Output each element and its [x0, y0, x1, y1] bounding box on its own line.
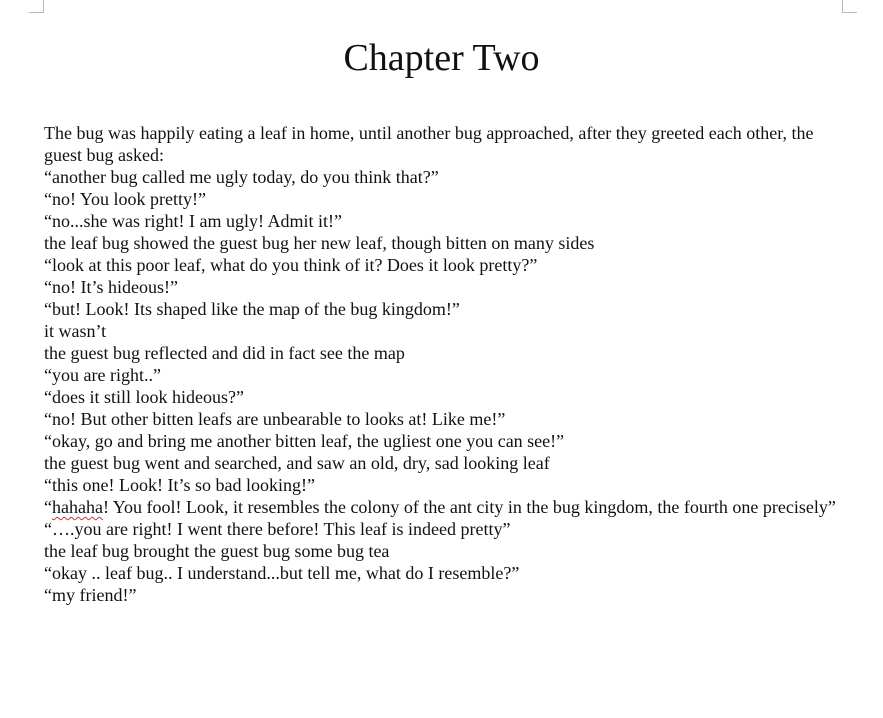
paragraph[interactable]: “another bug called me ugly today, do you think that?”	[44, 167, 439, 187]
opening-quote: “	[44, 497, 52, 517]
paragraph[interactable]: “no! It’s hideous!”	[44, 277, 178, 297]
paragraph-rest: ! You fool! Look, it resembles the colony of the ant city in the bug kingdom, the fourth one precisely”	[102, 497, 836, 517]
paragraph[interactable]: “okay, go and bring me another bitten leaf, the ugliest one you can see!”	[44, 431, 565, 451]
paragraph[interactable]: “no...she was right! I am ugly! Admit it!”	[44, 211, 342, 231]
misspelled-word[interactable]: hahaha	[52, 497, 103, 517]
page-corner-marker-top-left	[29, 0, 44, 13]
body-text[interactable]	[44, 122, 844, 606]
paragraph[interactable]: “look at this poor leaf, what do you think of it? Does it look pretty?”	[44, 255, 538, 275]
paragraph[interactable]: the leaf bug brought the guest bug some bug tea	[44, 541, 390, 561]
paragraph[interactable]: “my friend!”	[44, 585, 137, 605]
paragraph[interactable]: the leaf bug showed the guest bug her new leaf, though bitten on many sides	[44, 233, 595, 253]
chapter-title[interactable]: Chapter Two	[343, 37, 540, 79]
paragraph[interactable]: “okay .. leaf bug.. I understand...but tell me, what do I resemble?”	[44, 563, 520, 583]
paragraph[interactable]: “does it still look hideous?”	[44, 387, 244, 407]
paragraph[interactable]: “no! You look pretty!”	[44, 189, 206, 209]
paragraph[interactable]: the guest bug went and searched, and saw an old, dry, sad looking leaf	[44, 453, 550, 473]
paragraph[interactable]: the guest bug reflected and did in fact see the map	[44, 343, 405, 363]
paragraph[interactable]: “but! Look! Its shaped like the map of the bug kingdom!”	[44, 299, 460, 319]
paragraph-with-spellcheck[interactable]	[44, 496, 844, 518]
paragraph[interactable]: “no! But other bitten leafs are unbearable to looks at! Like me!”	[44, 409, 506, 429]
paragraph[interactable]: “you are right..”	[44, 365, 161, 385]
page-corner-marker-top-right	[842, 0, 857, 13]
paragraph[interactable]: The bug was happily eating a leaf in home, until another bug approached, after they greeted each other, the guest bug asked:	[44, 123, 814, 165]
paragraph[interactable]: “this one! Look! It’s so bad looking!”	[44, 475, 315, 495]
paragraph[interactable]: “….you are right! I went there before! This leaf is indeed pretty”	[44, 519, 511, 539]
paragraph[interactable]: it wasn’t	[44, 321, 107, 341]
